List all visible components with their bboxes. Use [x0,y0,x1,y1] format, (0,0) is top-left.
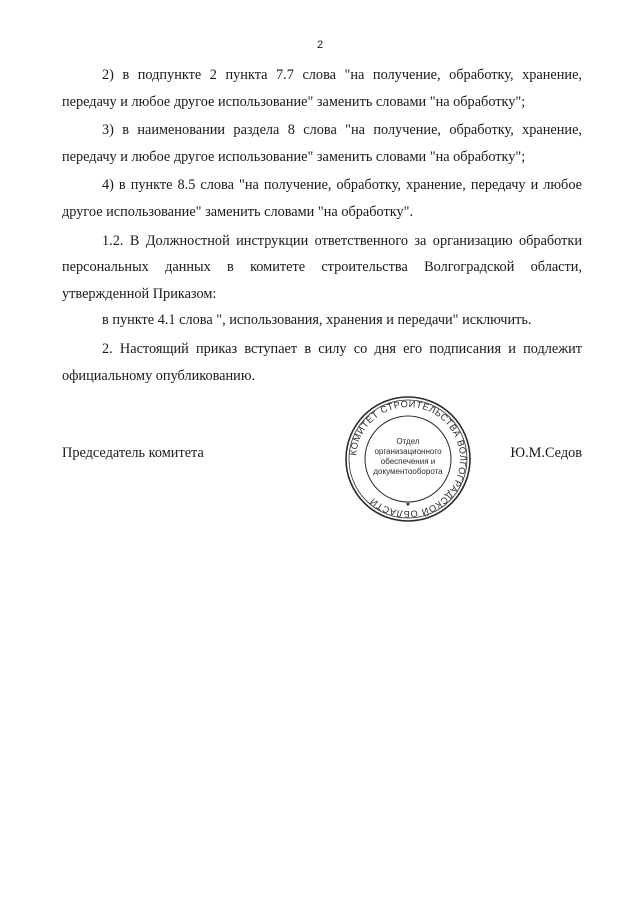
svg-text:✱: ✱ [405,503,411,508]
signatory-name: Ю.М.Седов [510,445,582,461]
stamp-center-line: Отдел [396,437,420,446]
document-body [62,62,582,389]
signatory-title: Председатель комитета [62,445,204,461]
paragraph-subitem-3: 3) в наименовании раздела 8 слова "на получение, обработку, хранение, передачу и любое другое использование" заменить словами "на обработку"; [62,122,582,165]
stamp-center-line: обеспечения и [380,457,436,466]
paragraph-subitem-2: 2) в подпункте 2 пункта 7.7 слова "на получение, обработку, хранение, передачу и любое другое использование" заменить словами "на обработку"; [62,67,582,110]
paragraph-subitem-4: 4) в пункте 8.5 слова "на получение, обработку, хранение, передачу и любое другое использование" заменить словами "на обработку". [62,177,582,220]
paragraph-item-4-1: в пункте 4.1 слова ", использования, хранения и передачи" исключить. [102,312,532,329]
stamp-center-line: организационного [374,447,442,456]
stamp-center-line: документооборота [373,467,443,476]
svg-text:КОМИТЕТ СТРОИТЕЛЬСТВА ВОЛГОГРА: КОМИТЕТ СТРОИТЕЛЬСТВА ВОЛГОГРАДСКОЙ ОБЛАСТИ [348,398,469,520]
signature-block [62,440,582,464]
paragraph-item-1-2: 1.2. В Должностной инструкции ответственного за организацию обработки персональных данных в комитете строительства Волгоградской области, утвержденной Приказом: [62,232,582,302]
paragraph-item-2: 2. Настоящий приказ вступает в силу со дня его подписания и подлежит официальному опубликованию. [62,340,582,384]
page-number: 2 [316,39,324,51]
